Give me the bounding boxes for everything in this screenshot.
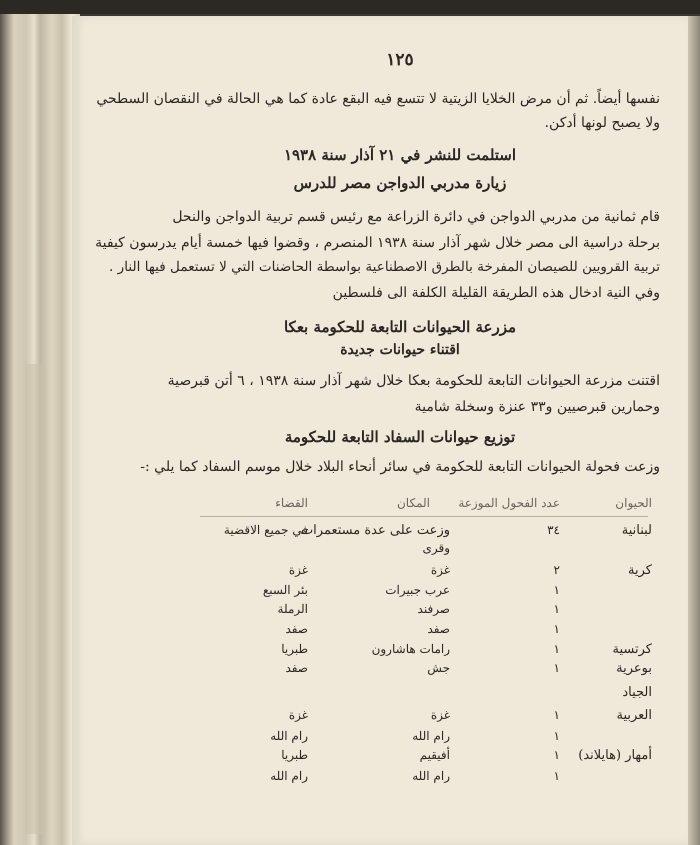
- table-cell-district: الرملة: [277, 602, 308, 616]
- table-cell-place: رامات هاشارون: [371, 642, 450, 656]
- table-header-place: المكان: [396, 496, 430, 510]
- scan-top-strip: [0, 0, 700, 14]
- page-number: ١٢٥: [386, 50, 414, 70]
- table-cell-animal: أمهار (هايلاند): [578, 748, 652, 763]
- paragraph-line: نفسها أيضاً. ثم أن مرض الخلايا الزيتية لا تتسع فيه البقع عادة كما هي الحالة في النقصان السطحي: [96, 91, 660, 107]
- table-header-district: القضاء: [275, 496, 308, 510]
- table-cell-animal: العربية: [616, 708, 652, 723]
- paragraph-line: اقتنت مزرعة الحيوانات التابعة للحكومة بعكا خلال شهر آذار سنة ١٩٣٨ ، ٦ أتن قبرصية: [167, 373, 660, 389]
- table-cell-count: ١: [553, 748, 560, 762]
- table-cell-place: رام الله: [412, 769, 450, 783]
- table-cell-district: رام الله: [270, 729, 308, 743]
- table-cell-count: ١: [553, 622, 560, 636]
- table-cell-district: صفد: [285, 622, 308, 636]
- section-heading-distribution: توزيع حيوانات السفاد التابعة للحكومة: [284, 428, 516, 446]
- table-cell-place: رام الله: [412, 729, 450, 743]
- table-header-rule: [200, 516, 648, 517]
- table-cell-count: ١: [553, 661, 560, 675]
- table-cell-district: طبريا: [281, 748, 308, 762]
- table-cell-place: وزعت على عدة مستعمرات: [300, 523, 450, 538]
- paragraph-line: ولا يصبح لونها أدكن.: [544, 115, 660, 131]
- book-page-edges: [0, 14, 80, 845]
- table-cell-count: ١: [553, 708, 560, 722]
- table-cell-district: طبريا: [281, 642, 308, 656]
- table-cell-count: ١: [553, 602, 560, 616]
- table-cell-district: بئر السبع: [262, 583, 308, 597]
- table-cell-district: في جميع الاقضية: [223, 523, 308, 537]
- table-cell-district: غزة: [288, 563, 308, 577]
- table-cell-district: رام الله: [270, 769, 308, 783]
- table-cell-count: ١: [553, 642, 560, 656]
- table-header-animal: الحيوان: [615, 496, 652, 510]
- table-cell-place: صفد: [427, 622, 450, 636]
- table-cell-count: ٣٤: [547, 523, 560, 537]
- paragraph-line: قام ثمانية من مدربي الدواجن في دائرة الزراعة مع رئيس قسم تربية الدواجن والنحل: [172, 209, 660, 225]
- received-date: استلمت للنشر في ٢١ آذار سنة ١٩٣٨: [283, 146, 517, 164]
- table-cell-place: غزة: [430, 708, 450, 722]
- page-right-edge: [688, 16, 700, 845]
- table-cell-animal: لبنانية: [621, 523, 652, 538]
- table-cell-place: جش: [427, 661, 450, 675]
- paragraph-line: تربية القرويين للصيصان المفرخة بالطرق الاصطناعية بواسطة الحاضنات التي لا تستعمل فيها النار .: [109, 259, 660, 275]
- table-cell-district: صفد: [285, 661, 308, 675]
- table-cell-animal: كرتسية: [612, 642, 652, 657]
- table-cell-count: ١: [553, 729, 560, 743]
- paragraph-line: وزعت فحولة الحيوانات التابعة للحكومة في سائر أنحاء البلاد خلال موسم السفاد كما يلي :-: [140, 459, 660, 475]
- table-cell-place: عرب جبيرات: [385, 583, 450, 597]
- subheading-acquisition: اقتناء حيوانات جديدة: [340, 342, 460, 358]
- spine-shadow: [25, 364, 43, 834]
- table-cell-animal: الجياد: [622, 685, 652, 700]
- table-cell-animal: بوعرية: [616, 661, 652, 676]
- table-cell-count: ١: [553, 769, 560, 783]
- paragraph-line: برحلة دراسية الى مصر خلال شهر آذار سنة ١٩٣٨ المنصرم ، وقضوا فيها خمسة أيام يدرسون كيفية: [95, 235, 660, 251]
- table-cell-place: وقرى: [422, 541, 450, 555]
- table-cell-place: صرفند: [417, 602, 450, 616]
- section-heading-farm: مزرعة الحيوانات التابعة للحكومة بعكا: [283, 318, 517, 336]
- paragraph-line: وفي النية ادخال هذه الطريقة القليلة الكلفة الى فلسطين: [332, 285, 660, 301]
- table-cell-place: أفيقيم: [419, 748, 450, 762]
- table-cell-place: غزة: [430, 563, 450, 577]
- paragraph-line: وحمارين قبرصيين و٣٣ عنزة وسخلة شامية: [414, 399, 660, 415]
- table-cell-district: غزة: [288, 708, 308, 722]
- table-cell-animal: كرية: [628, 563, 652, 578]
- section-heading-visit: زيارة مدربي الدواجن مصر للدرس: [293, 174, 507, 192]
- table-header-count: عدد الفحول الموزعة: [458, 496, 560, 510]
- table-cell-count: ٢: [553, 563, 560, 577]
- table-cell-count: ١: [553, 583, 560, 597]
